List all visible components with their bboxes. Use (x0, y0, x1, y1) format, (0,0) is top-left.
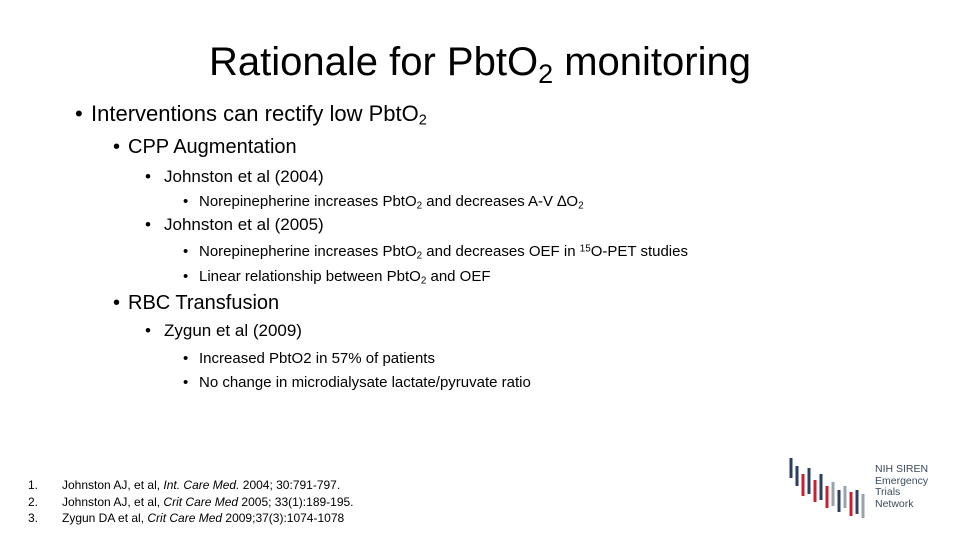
bullet-zygun-finding-lactate: • No change in microdialysate lactate/pyruvate ratio (183, 374, 531, 391)
bullet-johnston-2004: • Johnston et al (2004) (145, 167, 324, 186)
reference-item: 2. Johnston AJ, et al, Crit Care Med 2005; 33(1):189-195. (28, 494, 354, 509)
references (28, 477, 354, 527)
bullet-johnston-2004-finding: • Norepinepherine increases PbtO$_2$ and decreases A-V $\Delta O_2$ (183, 193, 584, 212)
bullet-cpp-augmentation: • CPP Augmentation (113, 136, 297, 158)
bullet-zygun-finding-pbto2: • Increased PbtO2 in 57% of patients (183, 350, 435, 367)
bullet-johnston-2005-linear: • Linear relationship between PbtO$_2$ and OEF (183, 268, 491, 287)
siren-logo-text: NIH SIREN Emergency Trials Network (875, 463, 929, 510)
bullet-interventions: • Interventions can rectify low PbtO$_2$ (75, 101, 427, 129)
reference-item: 3. Zygun DA et al, Crit Care Med 2009;37(3):1074-1078 (28, 511, 345, 525)
bullet-rbc-transfusion: • RBC Transfusion (113, 292, 280, 314)
bullet-johnston-2005-finding-oef: • Norepinepherine increases PbtO$_2$ and decreases OEF in $^{15}$O-PET studies (183, 243, 688, 262)
bullet-zygun-2009: • Zygun et al (2009) (145, 321, 302, 340)
bullet-johnston-2005: • Johnston et al (2005) (145, 215, 324, 234)
slide-title: Rationale for PbtO$_2$ monitoring (209, 40, 751, 89)
reference-item: 1. Johnston AJ, et al, Int. Care Med. 2004; 30:791-797. (28, 478, 341, 492)
